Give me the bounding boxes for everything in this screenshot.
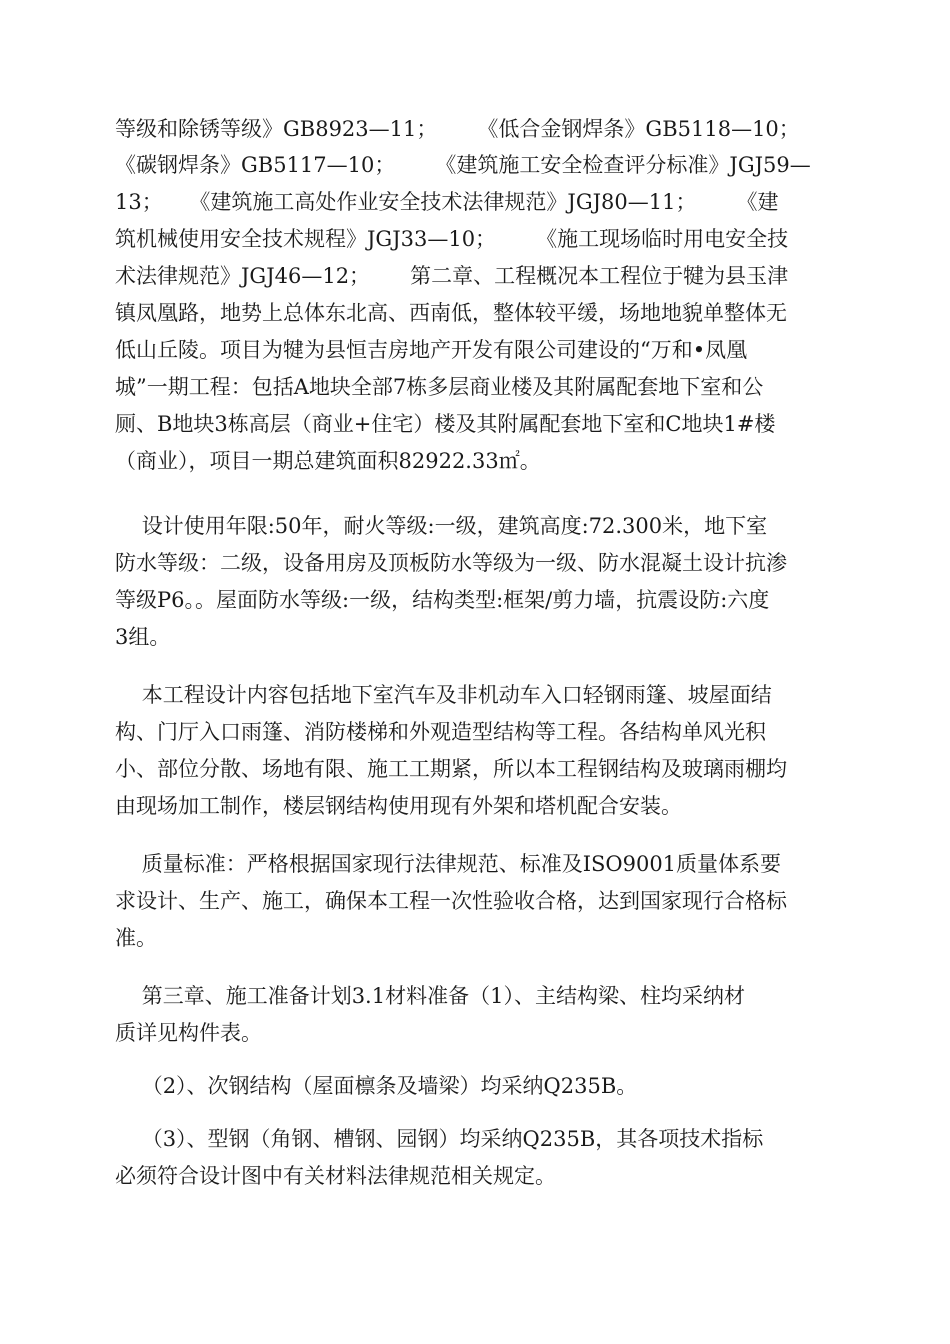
text-line: 质量标准：严格根据国家现行法律规范、标准及ISO9001质量体系要	[115, 852, 782, 876]
text-line: 防水等级：二级，设备用房及顶板防水等级为一级、防水混凝土设计抗渗	[115, 551, 787, 575]
text-line: 小、部位分散、场地有限、施工工期紧，所以本工程钢结构及玻璃雨棚均	[115, 757, 787, 781]
text-line: 构、门厅入口雨篷、消防楼梯和外观造型结构等工程。各结构单风光积	[115, 720, 766, 744]
text-line: 筑机械使用安全技术规程》JGJ33—10； 《施工现场临时用电安全技	[115, 227, 789, 251]
text-line: 3组。	[115, 625, 171, 649]
text-line: 质详见构件表。	[115, 1021, 262, 1045]
text-line: 术法律规范》JGJ46—12； 第二章、工程概况本工程位于犍为县玉津	[115, 264, 789, 288]
text-line: 准。	[115, 926, 157, 950]
text-line: 低山丘陵。项目为犍为县恒吉房地产开发有限公司建设的“万和•凤凰	[115, 338, 748, 362]
text-line: 13； 《建筑施工高处作业安全技术法律规范》JGJ80—11； 《建	[115, 190, 779, 214]
text-line: 《碳钢焊条》GB5117—10； 《建筑施工安全检查评分标准》JGJ59—	[115, 153, 811, 177]
text-line: 设计使用年限:50年，耐火等级:一级，建筑高度:72.300米，地下室	[115, 514, 768, 538]
text-line: 必须符合设计图中有关材料法律规范相关规定。	[115, 1164, 556, 1188]
text-line: （3）、型钢（角钢、槽钢、园钢）均采纳Q235B，其各项技术指标	[115, 1127, 764, 1151]
text-line: （2）、次钢结构（屋面檩条及墙梁）均采纳Q235B。	[115, 1074, 638, 1098]
text-line: 第三章、施工准备计划3.1材料准备（1）、主结构梁、柱均采纳材	[115, 984, 745, 1008]
text-line: 厕、B地块3栋高层（商业+住宅）楼及其附属配套地下室和C地块1#楼	[115, 412, 776, 436]
text-line: 城”一期工程：包括A地块全部7栋多层商业楼及其附属配套地下室和公	[115, 375, 764, 399]
text-line: 由现场加工制作，楼层钢结构使用现有外架和塔机配合安装。	[115, 794, 682, 818]
text-line: 镇凤凰路，地势上总体东北高、西南低，整体较平缓，场地地貌单整体无	[115, 301, 787, 325]
text-line: 本工程设计内容包括地下室汽车及非机动车入口轻钢雨篷、坡屋面结	[115, 683, 772, 707]
text-line: （商业），项目一期总建筑面积82922.33㎡。	[115, 449, 541, 473]
text-line: 等级P6。。屋面防水等级:一级，结构类型:框架/剪力墙，抗震设防:六度	[115, 588, 770, 612]
text-line: 等级和除锈等级》GB8923—11； 《低合金钢焊条》GB5118—10；	[115, 117, 800, 141]
text-line: 求设计、生产、施工，确保本工程一次性验收合格，达到国家现行合格标	[115, 889, 787, 913]
